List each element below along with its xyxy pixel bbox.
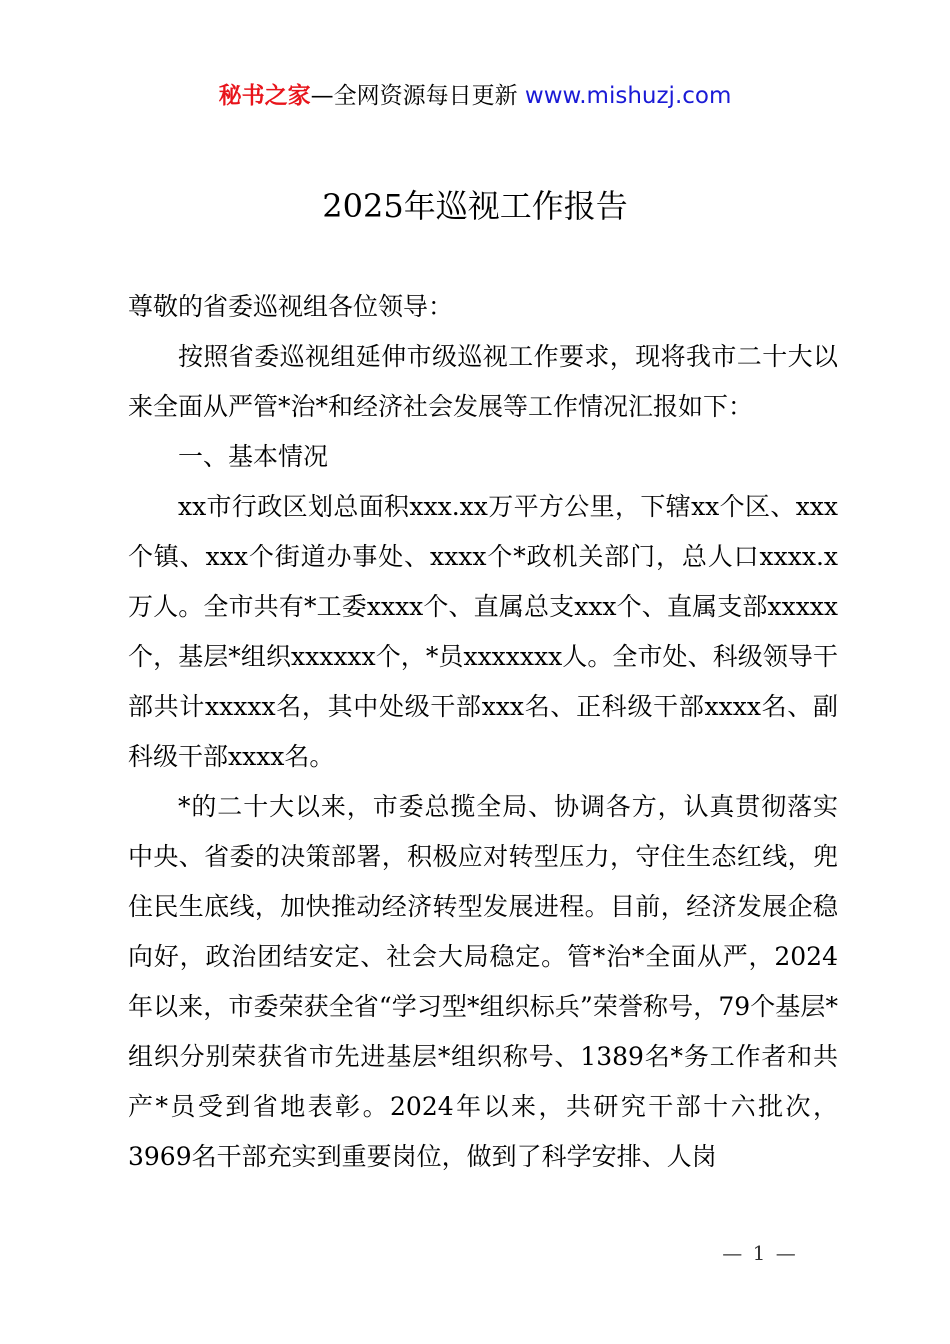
salutation: 尊敬的省委巡视组各位领导： [128,292,454,321]
site-slogan: —全网资源每日更新 [310,83,518,109]
site-brand: 秘书之家 [218,83,311,109]
paragraph-work-progress: *的二十大以来，市委总揽全局、协调各方，认真贯彻落实中央、省委的决策部署，积极应对转型压力，守住生态红线，兜住民生底线，加快推动经济转型发展进程。目前，经济发展企稳向好，政治团结安定、社会大局稳定。管*治*全面从严，2024年以来，市委荣获全省“学习型*组织标兵”荣誉称号，79个基层*组织分别荣获省市先进基层*组织称号、1389名*务工作者和共产*员受到省地表彰。2024年以来，共研究干部十六批次，3969名干部充实到重要岗位，做到了科学安排、人岗 [128,792,838,1171]
section-heading-basic-situation: 一、基本情况 [178,442,329,471]
paragraph-basic-data: xx市行政区划总面积xxx.xx万平方公里，下辖xx个区、xxx个镇、xxx个街道办事处、xxxx个*政机关部门，总人口xxxx.x万人。全市共有*工委xxxx个、直属总支xxx个、直属支部xxxxx个，基层*组织xxxxxx个，*员xxxxxxx人。全市处、科级领导干部共计xxxxx名，其中处级干部xxx名、正科级干部xxxx名、副科级干部xxxx名。 [128,492,838,771]
document-title: 2025年巡视工作报告 [322,187,628,225]
site-url-link[interactable]: www.mishuzj.com [524,83,732,109]
paragraph-intro: 按照省委巡视组延伸市级巡视工作要求，现将我市二十大以来全面从严管*治*和经济社会发展等工作情况汇报如下： [128,342,838,421]
site-header [0,80,950,112]
page-number: — 1 — [722,1241,798,1265]
document-body [128,282,838,1182]
